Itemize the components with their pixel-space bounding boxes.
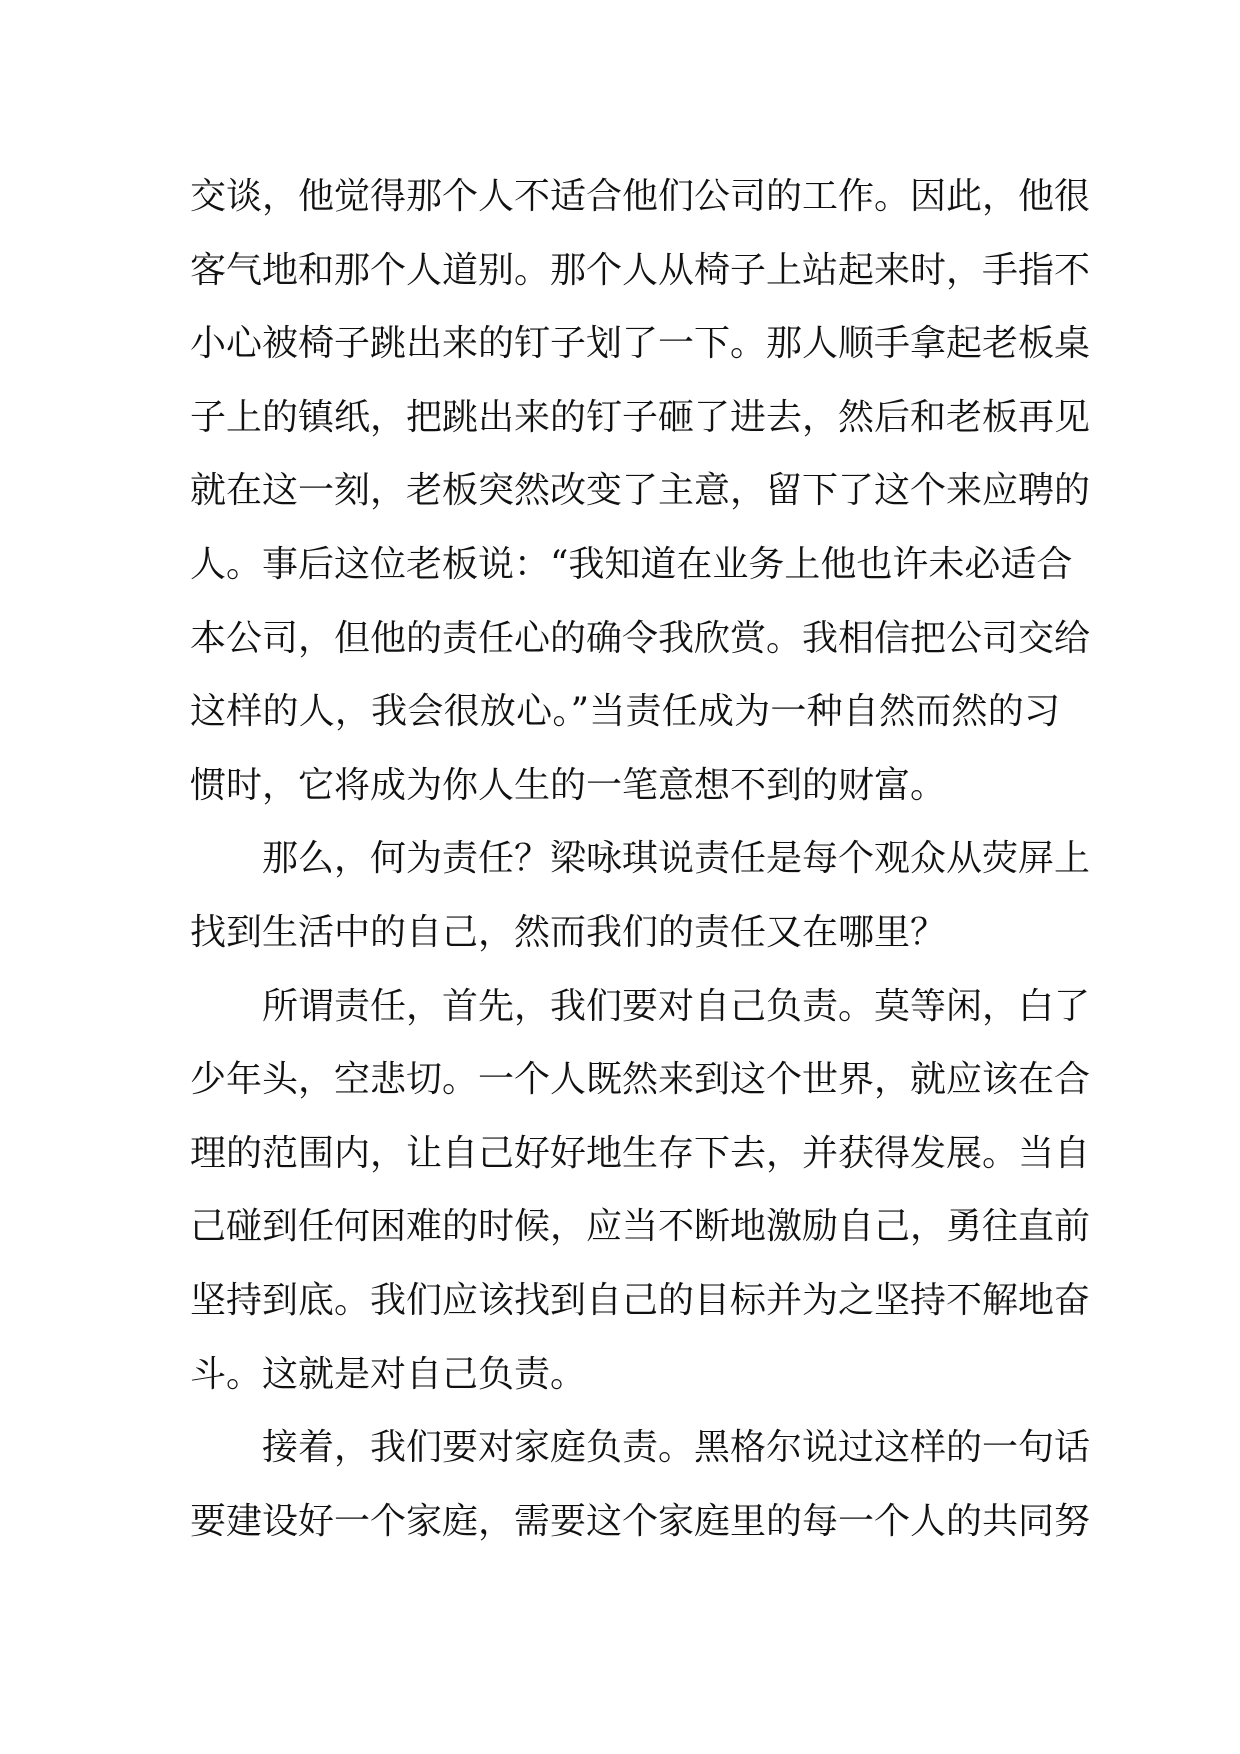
text-line: 就在这一刻，老板突然改变了主意，留下了这个来应聘的	[190, 470, 1091, 512]
text-line: 这样的人，我会很放心。”当责任成为一种自然而然的习	[190, 691, 1060, 733]
paragraph-start-line: 那么，何为责任？梁咏琪说责任是每个观众从荧屏上	[262, 838, 1091, 880]
text-line: 坚持到底。我们应该找到自己的目标并为之坚持不解地奋	[190, 1279, 1091, 1321]
text-line: 人。事后这位老板说：“我知道在业务上他也许未必适合	[190, 543, 1073, 585]
text-line: 斗。这就是对自己负责。	[190, 1353, 587, 1395]
text-line: 要建设好一个家庭，需要这个家庭里的每一个人的共同努	[190, 1500, 1091, 1542]
text-line: 交谈，他觉得那个人不适合他们公司的工作。因此，他很	[190, 176, 1091, 217]
paragraph-start-line: 所谓责任，首先，我们要对自己负责。莫等闲，白了	[262, 985, 1091, 1027]
text-line: 子上的镇纸，把跳出来的钉子砸了进去，然后和老板再见	[190, 396, 1091, 438]
text-line: 本公司，但他的责任心的确令我欣赏。我相信把公司交给	[190, 617, 1091, 659]
text-line: 客气地和那个人道别。那个人从椅子上站起来时，手指不	[190, 249, 1091, 291]
text-line: 理的范围内，让自己好好地生存下去，并获得发展。当自	[190, 1132, 1091, 1174]
text-line: 惯时，它将成为你人生的一笔意想不到的财富。	[190, 764, 947, 806]
text-line: 找到生活中的自己，然而我们的责任又在哪里？	[190, 911, 947, 953]
body-text	[190, 160, 1091, 1558]
text-line: 少年头，空悲切。一个人既然来到这个世界，就应该在合	[190, 1059, 1091, 1101]
text-line: 己碰到任何困难的时候，应当不断地激励自己，勇往直前	[190, 1206, 1091, 1248]
paragraph-start-line: 接着，我们要对家庭负责。黑格尔说过这样的一句话	[262, 1427, 1091, 1469]
text-line: 小心被椅子跳出来的钉子划了一下。那人顺手拿起老板桌	[190, 323, 1091, 365]
